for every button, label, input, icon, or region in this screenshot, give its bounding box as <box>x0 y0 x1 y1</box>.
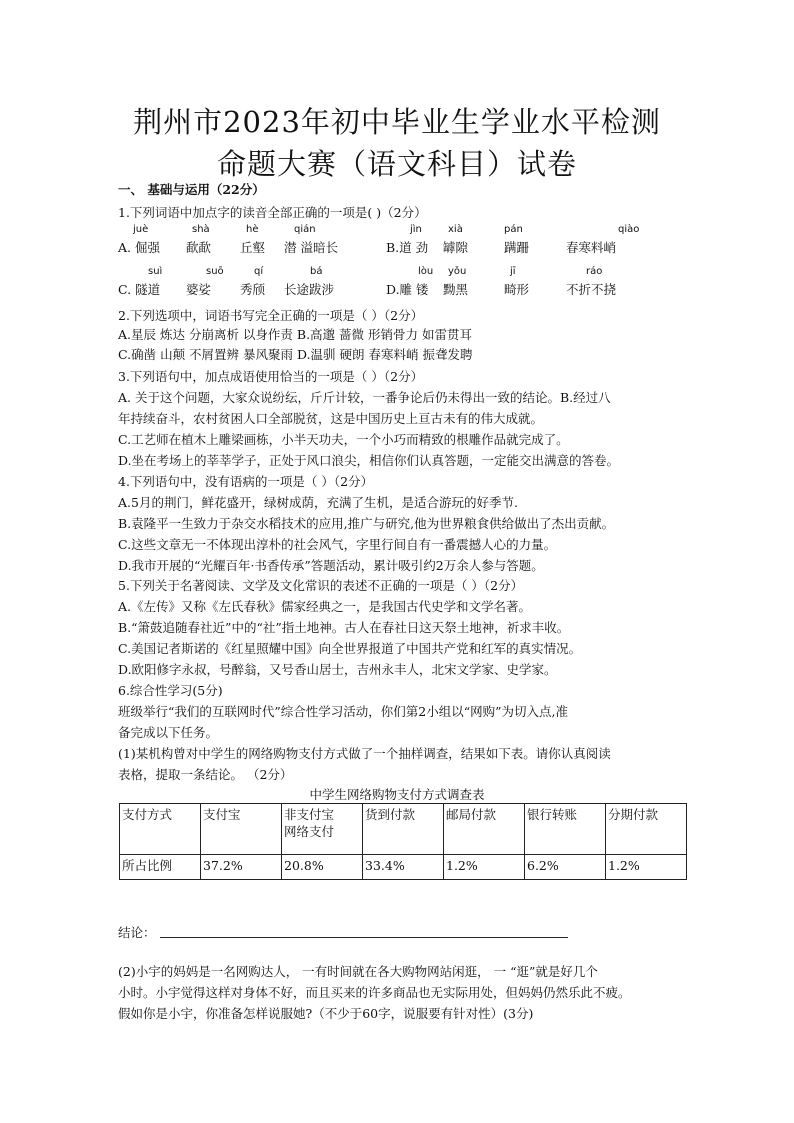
option-word: 春寒料峭 <box>566 240 617 255</box>
pinyin-annotation: jìn <box>410 224 422 235</box>
question-3-line: D.坐在考场上的莘莘学子，正处于风口浪尖，相信你们认真答题，一定能交出满意的答卷。 <box>118 453 620 468</box>
table-cell: 20.8% <box>282 855 363 880</box>
pinyin-annotation: lòu <box>418 266 434 277</box>
table-cell: 所占比例 <box>120 855 201 880</box>
question-3-stem: 3.下列语句中，加点成语使用恰当的一项是（ ）（2分） <box>118 369 424 384</box>
exam-title-line1: 荆州市2023年初中毕业生学业水平检测 <box>133 105 661 139</box>
table-header-cell: 邮局付款 <box>444 804 525 855</box>
conclusion-label: 结论： <box>118 925 156 940</box>
question-6-stem: 6.综合性学习(5分) <box>118 683 223 698</box>
option-word: D.雕 镂 <box>386 282 429 297</box>
pinyin-annotation: suō <box>206 266 224 277</box>
pinyin-annotation: qián <box>294 224 316 235</box>
option-word: 蹒跚 <box>504 240 530 255</box>
question-6-sub2: 小时。小宇觉得这样对身体不好，而且买来的许多商品也无实际用处，但妈妈仍然乐此不疲。 <box>118 985 631 1000</box>
pinyin-annotation: qiào <box>618 224 640 235</box>
table-header-cell: 银行转账 <box>525 804 606 855</box>
pinyin-annotation: qí <box>254 266 264 277</box>
question-2-stem: 2.下列选项中，词语书写完全正确的一项是（ ）（2分） <box>118 308 424 323</box>
table-cell: 6.2% <box>525 855 606 880</box>
question-2-options-ab: A.星辰 炼达 分崩离析 以身作责 B.高邈 蔷微 形销骨力 如雷贯耳 <box>118 327 472 342</box>
survey-table <box>119 803 687 880</box>
question-4-option-a: A.5月的荆门，鲜花盛开，绿树成荫，充满了生机，是适合游玩的好季节. <box>118 495 518 510</box>
question-6-sub2: 假如你是小宇，你准备怎样说服她?（不少于60字，说服要有针对性）(3分) <box>118 1006 534 1021</box>
pinyin-annotation: ráo <box>586 266 603 277</box>
pinyin-annotation: bá <box>310 266 323 277</box>
table-header-cell: 货到付款 <box>363 804 444 855</box>
pinyin-annotation: jī <box>510 266 516 277</box>
option-word: 畸形 <box>504 282 530 297</box>
table-cell: 37.2% <box>201 855 282 880</box>
pinyin-annotation: juè <box>133 224 149 235</box>
option-word: 长途跋涉 <box>284 282 335 297</box>
section-heading: 一、 基础与运用（22分） <box>118 182 265 197</box>
exam-title-line2: 命题大赛（语文科目）试卷 <box>216 147 577 181</box>
question-6-sub1: (1)某机构曾对中学生的网络购物支付方式做了一个抽样调查，结果如下表。请你认真阅读 <box>118 746 611 761</box>
table-row <box>120 855 687 880</box>
pinyin-annotation: suì <box>148 266 163 277</box>
pinyin-annotation: hè <box>246 224 259 235</box>
table-header-cell: 支付宝 <box>201 804 282 855</box>
option-word: 罅隙 <box>443 240 469 255</box>
conclusion-answer-line[interactable] <box>160 937 568 938</box>
question-3-line: A. 关于这个问题，大家众说纷纭，斤斤计较，一番争论后仍未得出一致的结论。B.经过八 <box>118 390 611 405</box>
pinyin-annotation: shà <box>192 224 210 235</box>
question-5-option-b: B.“箫鼓追随春社近”中的“社”指土地神。古人在春社日这天祭土地神，祈求丰收。 <box>118 620 570 635</box>
question-1-options-cd <box>118 266 718 300</box>
table-header-cell: 分期付款 <box>606 804 687 855</box>
table-header-cell: 支付方式 <box>120 804 201 855</box>
option-word: 秀颀 <box>240 282 266 297</box>
question-6-intro: 班级举行“我们的互联网时代”综合性学习活动，你们第2小组以“网购”为切入点,准 <box>118 704 568 719</box>
option-word: 不折不挠 <box>566 282 617 297</box>
table-row <box>120 804 687 855</box>
question-5-stem: 5.下列关于名著阅读、文学及文化常识的表述不正确的一项是（ ）（2分） <box>118 578 524 593</box>
option-word: 歃歃 <box>186 240 212 255</box>
option-word: 婆娑 <box>186 282 212 297</box>
question-1-options-ab <box>118 224 718 258</box>
question-4-option-d: D.我市开展的“光耀百年·书香传承”答题活动，累计吸引约2万余人参与答题。 <box>118 558 544 573</box>
question-3-line: C.工艺师在植木上雕梁画栋，小半天功夫，一个小巧而精致的根雕作品就完成了。 <box>118 432 569 447</box>
question-3-line: 年持续奋斗，农村贫困人口全部脱贫，这是中国历史上亘古未有的伟大成就。 <box>118 411 544 426</box>
pinyin-annotation: yǒu <box>448 266 467 277</box>
question-4-option-c: C.这些文章无一不体现出淳朴的社会风气，字里行间自有一番震撼人心的力量。 <box>118 537 557 552</box>
table-cell: 1.2% <box>606 855 687 880</box>
option-word: 黝黑 <box>443 282 469 297</box>
option-word: 潜 溢暗长 <box>284 240 338 255</box>
option-word: B.道 劲 <box>386 240 429 255</box>
question-1-stem: 1.下列词语中加点字的读音全部正确的一项是( )（2分） <box>118 205 427 220</box>
question-5-option-c: C.美国记者斯诺的《红星照耀中国》向全世界报道了中国共产党和红军的真实情况。 <box>118 641 582 656</box>
table-title: 中学生网络购物支付方式调查表 <box>309 787 485 802</box>
question-6-sub2: (2)小宇的妈妈是一名网购达人， 一有时间就在各大购物网站闲逛， 一 “逛”就是好几个 <box>118 964 598 979</box>
question-6-sub1: 表格，提取一条结论。 （2分） <box>118 767 293 782</box>
question-5-option-a: A.《左传》又称《左氏春秋》儒家经典之一，是我国古代史学和文学名著。 <box>118 599 532 614</box>
question-2-options-cd: C.确凿 山颠 不屑置辨 暴风聚雨 D.温驯 硬朗 春寒料峭 振聋发聘 <box>118 347 473 362</box>
pinyin-annotation: xià <box>448 224 463 235</box>
option-word: C. 隧道 <box>118 282 161 297</box>
question-6-intro: 备完成以下任务。 <box>118 725 219 740</box>
question-5-option-d: D.欧阳修字永叔，号醉翁，又号香山居士，吉州永丰人，北宋文学家、史学家。 <box>118 662 557 677</box>
table-cell: 1.2% <box>444 855 525 880</box>
table-cell: 33.4% <box>363 855 444 880</box>
question-4-stem: 4.下列语句中，没有语病的一项是（ ）（2分） <box>118 474 374 489</box>
question-4-option-b: B.袁隆平一生致力于杂交水稻技术的应用,推广与研究,他为世界粮食供给做出了杰出贡献。 <box>118 516 615 531</box>
option-word: A. 倔强 <box>118 240 160 255</box>
option-word: 丘壑 <box>240 240 266 255</box>
pinyin-annotation: pán <box>504 224 523 235</box>
table-header-cell: 非支付宝 网络支付 <box>282 804 363 855</box>
